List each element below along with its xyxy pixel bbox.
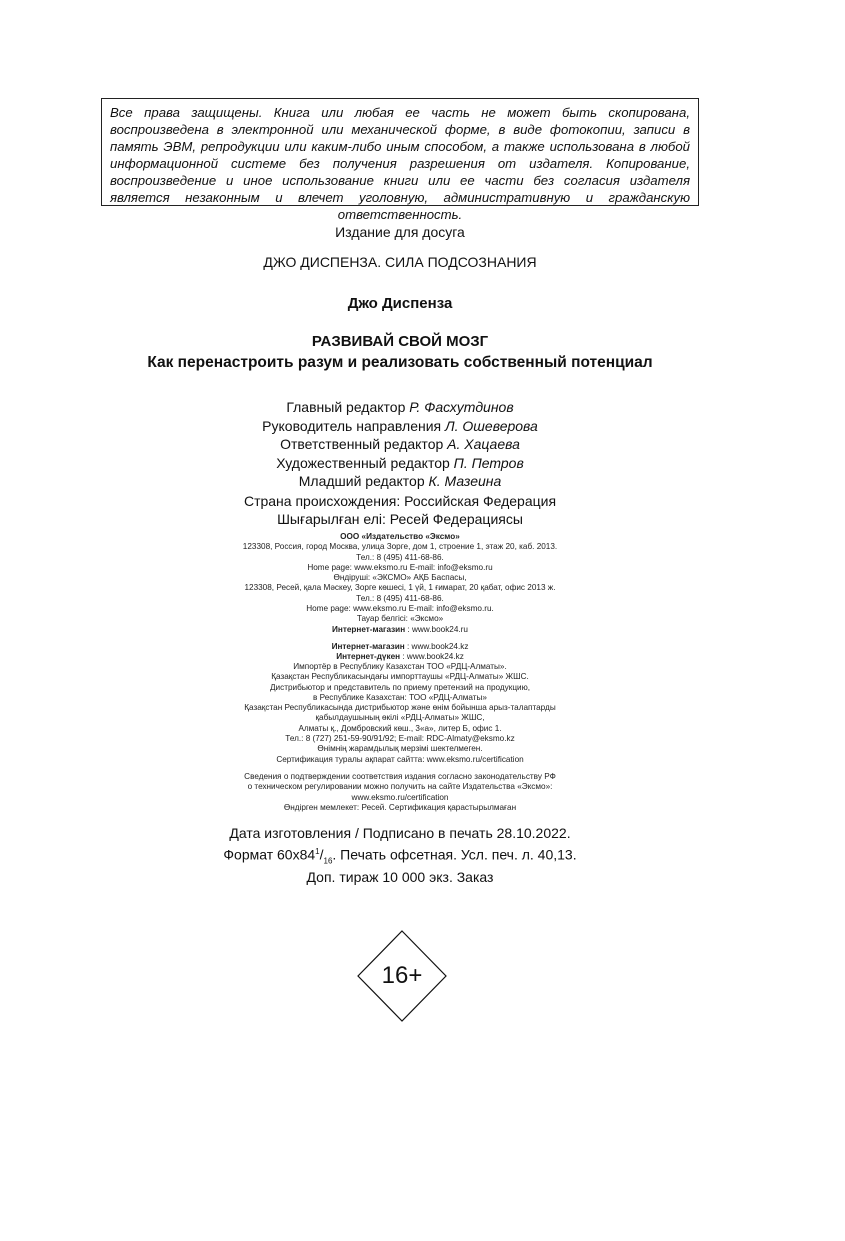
print-details [0,825,800,887]
age-rating-label: 16+ [381,962,423,989]
certification-info [0,772,800,813]
importer-info [0,662,800,765]
age-rating-badge [357,930,447,1022]
format-line: Формат $60х84^1/_{16}$. Печать офсетная. Усл. печ. л. 40,13. [223,846,577,865]
importer-line: Сертификация туралы ақпарат сайтта: www.eksmo.ru/certification [276,754,524,764]
book-title: РАЗВИВАЙ СВОЙ МОЗГ [311,333,489,350]
production-date: Дата изготовления / Подписано в печать 28.10.2022. [229,825,571,841]
importer-line: Дистрибьютор и представитель по приему претензий на продукцию, [270,682,530,692]
staff-line: Главный редактор Р. Фасхутдинов [286,399,514,415]
publisher-line: Тел.: 8 (495) 411-68-86. [356,552,444,562]
publisher-line: Home page: www.eksmo.ru E-mail: info@eksmo.ru. [306,604,494,614]
online-shop-line: Интернет-магазин : www.book24.kz [331,642,469,651]
staff-line: Художественный редактор П. Петров [276,454,524,471]
importer-line: Импортёр в Республику Казахстан ТОО «РДЦ-Алматы». [293,662,507,671]
origin-kz: Шығарылған елі: Ресей Федерациясы [277,511,523,527]
origin-ru: Страна происхождения: Российская Федерация [243,493,557,509]
importer-line: Өнімнің жарамдылық мерзімі шектелмеген. [317,744,483,754]
editorial-staff [0,398,800,491]
publisher-line: Тел.: 8 (495) 411-68-86. [356,593,444,603]
importer-line: Тел.: 8 (727) 251-59-90/91/92; E-mail: RDC-Almaty@eksmo.kz [285,734,515,744]
series-title: ДЖО ДИСПЕНЗА. СИЛА ПОДСОЗНАНИЯ [263,254,537,270]
importer-line: Қазақстан Республикасында дистрибьютор және өнім бойынша арыз-талаптарды [244,703,556,713]
online-shop-line: Интернет-дүкен : www.book24.kz [336,652,464,662]
publisher-shop: Интернет-магазин : www.book24.ru [332,624,468,634]
edition-type: Издание для досуга [335,224,465,240]
online-shops-kz [0,642,800,663]
publisher-line: 123308, Ресей, қала Мәскеу, Зорге көшесі, 1 үй, 1 ғимарат, 20 қабат, офис 2013 ж. [244,583,556,593]
book-subtitle: Как перенастроить разум и реализовать собственный потенциал [147,354,653,371]
country-of-origin [0,492,800,528]
publisher-line: Home page: www.eksmo.ru E-mail: info@eksmo.ru [307,562,493,572]
publisher-line: Өндіруші: «ЭКСМО» АҚБ Баспасы, [333,573,467,583]
publisher-info [0,532,800,635]
circulation: Доп. тираж 10 000 экз. Заказ [306,869,494,886]
importer-line: Қазақстан Республикасындағы импорттаушы «РДЦ-Алматы» ЖШС. [271,672,529,682]
cert-line: Сведения о подтверждении соответствия издания согласно законодательству РФ [244,772,556,781]
publisher-line: 123308, Россия, город Москва, улица Зорге, дом 1, строение 1, этаж 20, каб. 2013. [242,542,558,552]
rights-notice: Все права защищены. Книга или любая ее часть не может быть скопирована, воспроизведена в электронной или механической форме, в виде фотокопии, записи в память ЭВМ, репродукции или каким-либо иным способом, а также использована в любой информационной системе без получения разрешения от издателя. Копирование, воспроизведение и иное использование книги или ее части без согласия издателя является незаконным и влечет уголовную, административную и гражданскую ответственность. [101,98,699,206]
publisher-line: Тауар белгісі: «Эксмо» [356,614,444,624]
cert-line: www.eksmo.ru/certification [351,792,449,802]
importer-line: Алматы қ., Домбровский көш., 3«а», литер Б, офис 1. [298,723,502,733]
staff-line: Ответственный редактор А. Хацаева [280,436,520,452]
author-name: Джо Диспенза [347,295,453,312]
importer-line: қабылдаушының өкілі «РДЦ-Алматы» ЖШС, [315,713,485,723]
cert-line: о техническом регулировании можно получить на сайте Издательства «Эксмо»: [247,782,553,792]
staff-line: Младший редактор К. Мазеина [298,473,502,489]
publisher-name: ООО «Издательство «Эксмо» [340,532,460,541]
importer-line: в Республике Казахстан: ТОО «РДЦ-Алматы» [313,692,487,702]
staff-line: Руководитель направления Л. Ошеверова [262,417,538,434]
cert-line: Өндірген мемлекет: Ресей. Сертификация қарастырылмаған [283,802,517,812]
